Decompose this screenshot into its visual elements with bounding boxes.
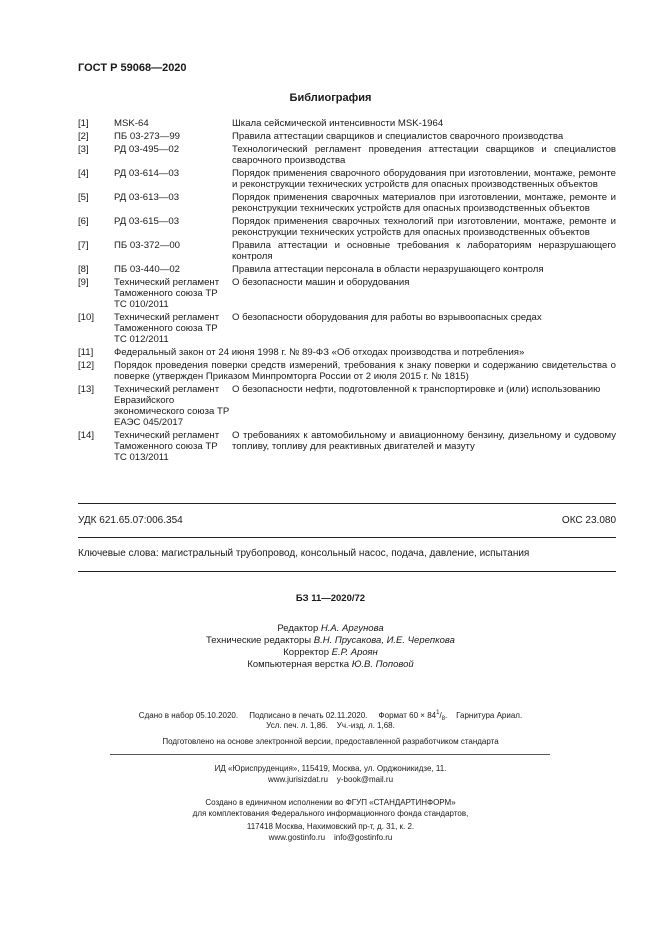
entry-description: Порядок применения сварочного оборудования при изготовлении, монтаже, ремонте и реконструкции технических устройств для опасных производственных объектов <box>232 168 616 190</box>
bibliography-entry <box>78 277 616 310</box>
entry-number: [5] <box>78 192 89 203</box>
imprint-line-1: Сдано в набор 05.10.2020. Подписано в печать 02.11.2020. Формат $60 \times 84^1/_8$. Гарнитура Ариал. <box>138 710 523 722</box>
oks-code: ОКС 23.080 <box>561 515 616 526</box>
bz-number: БЗ 11—2020/72 <box>295 593 366 604</box>
entry-description: Шкала сейсмической интенсивности MSK-1964 <box>232 118 444 129</box>
entry-code: РД 03-615—03 <box>114 216 180 227</box>
entry-description: О безопасности машин и оборудования <box>232 277 410 288</box>
entry-number: [1] <box>78 118 89 129</box>
entry-number: [10] <box>78 312 95 323</box>
bibliography-entry <box>78 168 616 190</box>
entry-number: [2] <box>78 131 89 142</box>
bibliography-entry <box>78 430 616 463</box>
entry-code: Технический регламент Евразийского экономического союза ТР ЕАЭС 045/2017 <box>114 384 230 428</box>
bibliography-entry <box>78 216 616 238</box>
bibliography-entry <box>78 347 616 358</box>
entry-number: [13] <box>78 384 95 395</box>
entry-code: РД 03-613—03 <box>114 192 180 203</box>
entry-description: Правила аттестации персонала в области неразрушающего контроля <box>232 264 544 275</box>
entry-description: Федеральный закон от 24 июня 1998 г. № 89-ФЗ «Об отходах производства и потребления» <box>114 347 525 358</box>
entry-description: Порядок проведения поверки средств измерений, требования к знаку поверки и содержанию свидетельства о поверке (утвержден Приказом Минпромторга России от 2 июля 2015 г. № 1815) <box>114 360 616 382</box>
entry-code: Технический регламент Таможенного союза ТР ТС 013/2011 <box>114 430 220 463</box>
entry-description: О требованиях к автомобильному и авиационному бензину, дизельному и судовому топливу, топливу для реактивных двигателей и мазуту <box>232 430 616 452</box>
entry-code: ПБ 03-440—02 <box>114 264 180 275</box>
entry-description: Порядок применения сварочных материалов при изготовлении, монтаже, ремонте и реконструкции технических устройств для опасных производственных объектов <box>232 192 616 214</box>
bibliography-entry <box>78 264 616 275</box>
imprint-prepared: Подготовлено на основе электронной версии, предоставленной разработчиком стандарта <box>162 737 499 746</box>
divider-middle <box>78 537 616 538</box>
bibliography-entry <box>78 312 616 345</box>
entry-code: MSK-64 <box>114 118 149 129</box>
credit-layout: Компьютерная верстка Ю.В. Поповой <box>247 659 414 670</box>
credit-tech-editors: Технические редакторы В.Н. Прусакова, И.Е. Черепкова <box>206 635 455 646</box>
entry-code: ПБ 03-273—99 <box>114 131 180 142</box>
entry-number: [3] <box>78 144 89 155</box>
bibliography-entry <box>78 240 616 262</box>
bibliography-entry <box>78 144 616 166</box>
entry-number: [7] <box>78 240 89 251</box>
entry-number: [8] <box>78 264 89 275</box>
entry-code: Технический регламент Таможенного союза ТР ТС 012/2011 <box>114 312 220 345</box>
bibliography-entry <box>78 384 616 428</box>
imprint-line-2: Усл. печ. л. 1,86. Уч.-изд. л. 1,68. <box>266 721 395 730</box>
standartinform-address: 117418 Москва, Нахимовский пр-т, д. 31, к. 2. <box>246 822 415 831</box>
credit-editor: Редактор Н.А. Аргунова <box>277 623 384 634</box>
bibliography-entry <box>78 131 616 142</box>
entry-description: Порядок применения сварочных технологий при изготовлении, монтаже, ремонте и реконструкции технических устройств для опасных производственных объектов <box>232 216 616 238</box>
standartinform-contacts: www.gostinfo.ru info@gostinfo.ru <box>268 833 393 842</box>
udk-code: УДК 621.65.07:006.354 <box>78 515 183 526</box>
entry-code: РД 03-614—03 <box>114 168 180 179</box>
entry-code: Технический регламент Таможенного союза ТР ТС 010/2011 <box>114 277 220 310</box>
publisher-address: ИД «Юриспруденция», 115419, Москва, ул. Орджоникидзе, 11. <box>214 764 447 773</box>
entry-description: Правила аттестации сварщиков и специалистов сварочного производства <box>232 131 564 142</box>
entry-description: О безопасности нефти, подготовленной к транспортировке и (или) использованию <box>232 384 601 395</box>
entry-number: [6] <box>78 216 89 227</box>
created-line-2: для комплектования Федерального информационного фонда стандартов, <box>192 809 469 818</box>
keywords: Ключевые слова: магистральный трубопровод, консольный насос, подача, давление, испытания <box>78 548 530 559</box>
entry-description: Правила аттестации и основные требования к лабораториям неразрушающего контроля <box>232 240 616 262</box>
credits <box>0 623 661 671</box>
publisher-contacts: www.jurisizdat.ru y-book@mail.ru <box>267 775 394 784</box>
divider-top <box>78 503 616 504</box>
standard-number: ГОСТ Р 59068—2020 <box>78 62 187 74</box>
entry-number: [4] <box>78 168 89 179</box>
imprint-divider <box>110 754 550 755</box>
entry-number: [14] <box>78 430 95 441</box>
bibliography-list <box>78 118 616 465</box>
credit-corrector: Корректор Е.Р. Ароян <box>283 647 378 658</box>
divider-bottom <box>78 571 616 572</box>
created-line-1: Создано в единичном исполнении во ФГУП «СТАНДАРТИНФОРМ» <box>205 798 456 807</box>
bibliography-title: Библиография <box>289 92 372 104</box>
entry-number: [12] <box>78 360 95 371</box>
bibliography-entry <box>78 118 616 129</box>
bibliography-entry <box>78 192 616 214</box>
entry-number: [11] <box>78 347 94 358</box>
entry-description: О безопасности оборудования для работы во взрывоопасных средах <box>232 312 542 323</box>
entry-code: ПБ 03-372—00 <box>114 240 180 251</box>
entry-code: РД 03-495—02 <box>114 144 180 155</box>
bibliography-entry <box>78 360 616 382</box>
entry-number: [9] <box>78 277 89 288</box>
entry-description: Технологический регламент проведения аттестации сварщиков и специалистов сварочного производства <box>232 144 616 166</box>
